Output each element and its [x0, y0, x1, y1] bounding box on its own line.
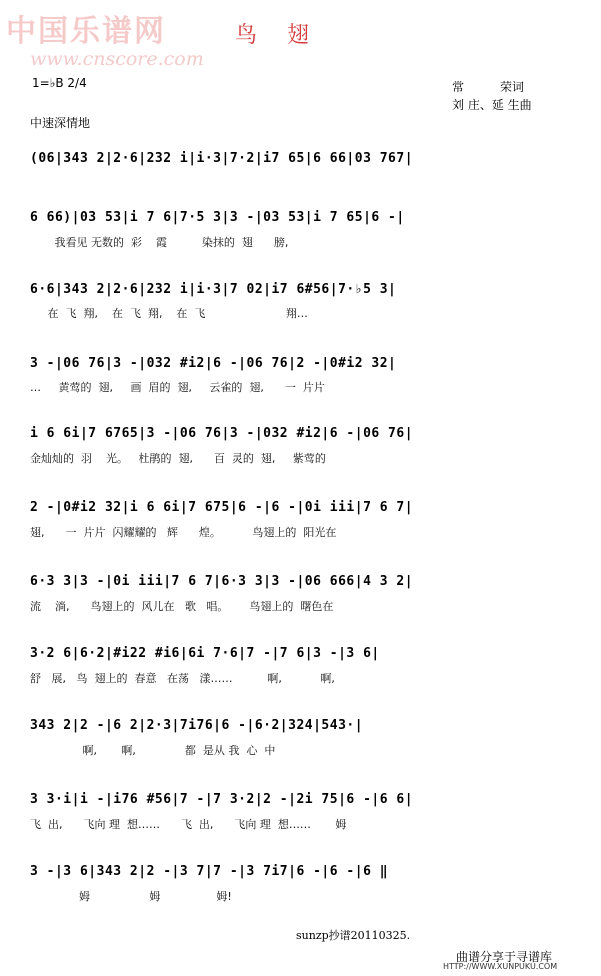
lyric-line-8: 舒 展, 鸟 翅上的 春意 在荡 漾…… 啊, 啊, [30, 672, 335, 685]
lyric-line-11: 姆 姆 姆! [30, 890, 232, 903]
score-line-8: 3·2 6|6·2|#i22 #i6|6i 7·6|7 -|7 6|3 -|3 6| [30, 646, 380, 661]
song-title: 鸟翅 [235, 23, 340, 48]
share-url: HTTP://WWW.XUNPUKU.COM [443, 962, 558, 971]
key-signature: 1=♭B 2/4 [32, 76, 87, 90]
composer-credit: 刘 庄、延 生曲 [452, 98, 532, 112]
lyric-line-6: 翅, 一 片片 闪耀耀的 辉 煌。 鸟翅上的 阳光在 [30, 526, 337, 539]
watermark-url: www.cnscore.com [30, 48, 204, 70]
lyric-line-2: 我看见 无数的 彩 霞 染抹的 翅 膀, [30, 236, 289, 249]
score-line-2: 6 66)|03 53|i 7 6|7·5 3|3 -|03 53|i 7 65|6 -| [30, 210, 405, 225]
score-line-4: 3 -|06 76|3 -|032 #i2|6 -|06 76|2 -|0#i2 32| [30, 356, 397, 371]
score-line-10: 3 3·i|i -|i76 #56|7 -|7 3·2|2 -|2i 75|6 -|6 6| [30, 792, 414, 807]
watermark-logo: 中国乐谱网 [6, 14, 166, 49]
score-line-6: 2 -|0#i2 32|i 6 6i|7 675|6 -|6 -|0i iii|7 6 7| [30, 500, 414, 515]
lyric-line-10: 飞 出, 飞向 理 想…… 飞 出, 飞向 理 想…… 姆 [30, 818, 347, 831]
score-line-11: 3 -|3 6|343 2|2 -|3 7|7 -|3 7i7|6 -|6 -|6 ‖ [30, 864, 389, 879]
lyric-line-5: 金灿灿的 羽 光。 杜鹃的 翅, 百 灵的 翅, 紫莺的 [30, 452, 326, 465]
score-line-5: i 6 6i|7 6765|3 -|06 76|3 -|032 #i2|6 -|06 76| [30, 426, 414, 441]
lyric-line-9: 啊, 啊, 都 是从 我 心 中 [30, 744, 276, 757]
score-line-9: 343 2|2 -|6 2|2·3|7i76|6 -|6·2|324|543·| [30, 718, 364, 733]
score-line-7: 6·3 3|3 -|0i iii|7 6 7|6·3 3|3 -|06 666|4 3 2| [30, 574, 414, 589]
score-line-1: (06|343 2|2·6|232 i|i·3|7·2|i7 65|6 66|03 767| [30, 151, 414, 166]
lyric-line-4: … 黄莺的 翅, 画 眉的 翅, 云雀的 翅, 一 片片 [30, 381, 325, 394]
share-text: 曲谱分享于寻谱库 [456, 950, 553, 964]
lyricist-credit: 常 荣词 [452, 80, 525, 94]
transcriber-note: sunzp抄谱20110325. [296, 929, 411, 942]
tempo-marking: 中速深情地 [30, 116, 91, 130]
lyric-line-7: 流 淌, 鸟翅上的 风儿在 歌 唱。 鸟翅上的 曙色在 [30, 600, 334, 613]
lyric-line-3: 在 飞 翔, 在 飞 翔, 在 飞 翔… [30, 307, 308, 320]
score-line-3: 6·6|343 2|2·6|232 i|i·3|7 02|i7 6#56|7·♭5 3| [30, 282, 397, 297]
